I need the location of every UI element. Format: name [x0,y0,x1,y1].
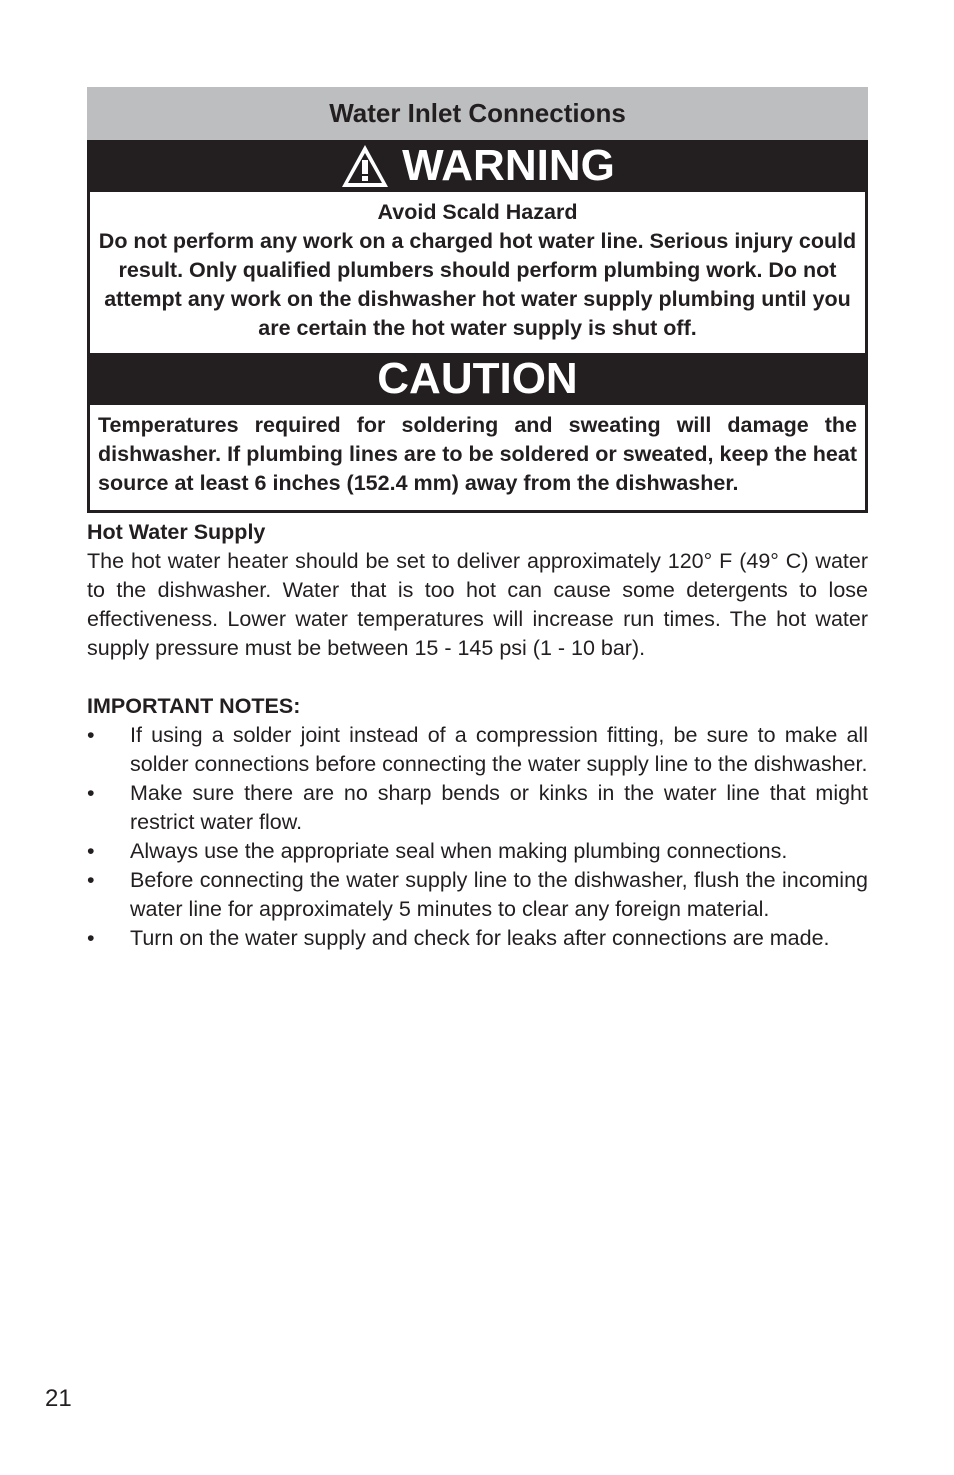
bullet-icon: • [87,781,95,805]
main-content [87,518,868,953]
list-item [87,721,868,779]
list-item [87,866,868,924]
warning-frame [87,87,868,513]
page-number: 21 [45,1385,72,1412]
warning-label: WARNING [402,141,615,190]
notes-list [87,721,868,953]
warning-text: Do not perform any work on a charged hot water line. Serious injury could result. Only qualified plumbers should perform plumbing work. Do not attempt any work on the dishwasher hot water supply plumbing until you are certain the hot water supply is shut off. [98,229,857,340]
list-item [87,837,868,866]
bullet-icon: • [87,868,95,892]
note-text: Always use the appropriate seal when making plumbing connections. [130,839,788,863]
bullet-icon: • [87,839,95,863]
hot-water-text: The hot water heater should be set to deliver approximately 120° F (49° C) water to the dishwasher. Water that is too hot can cause some detergents to lose effectiveness. Lower water temperatures will increase run times. The hot water supply pressure must be between 15 - 145 psi (1 - 10 bar). [87,549,868,660]
bullet-icon: • [87,723,95,747]
note-text: Turn on the water supply and check for leaks after connections are made. [130,926,830,950]
note-text: Before connecting the water supply line to the dishwasher, flush the incoming water line for approximately 5 minutes to clear any foreign material. [130,868,868,921]
section-title: Water Inlet Connections [87,87,868,140]
caution-text: Temperatures required for soldering and sweating will damage the dishwasher. If plumbing lines are to be soldered or sweated, keep the heat source at least 6 inches (152.4 mm) away from the dishwasher. [98,413,857,495]
notes-heading: IMPORTANT NOTES: [87,694,301,718]
caution-bar [90,353,865,405]
list-item [87,924,868,953]
warning-body [90,192,865,353]
warning-bar [90,140,865,192]
list-item [87,779,868,837]
warning-subtitle: Avoid Scald Hazard [377,200,578,224]
note-text: Make sure there are no sharp bends or kinks in the water line that might restrict water flow. [130,781,868,834]
caution-label: CAUTION [377,354,578,403]
bullet-icon: • [87,926,95,950]
safety-box [87,140,868,513]
hot-water-heading: Hot Water Supply [87,520,266,544]
note-text: If using a solder joint instead of a compression fitting, be sure to make all solder connections before connecting the water supply line to the dishwasher. [130,723,868,776]
warning-triangle-icon [340,143,390,189]
